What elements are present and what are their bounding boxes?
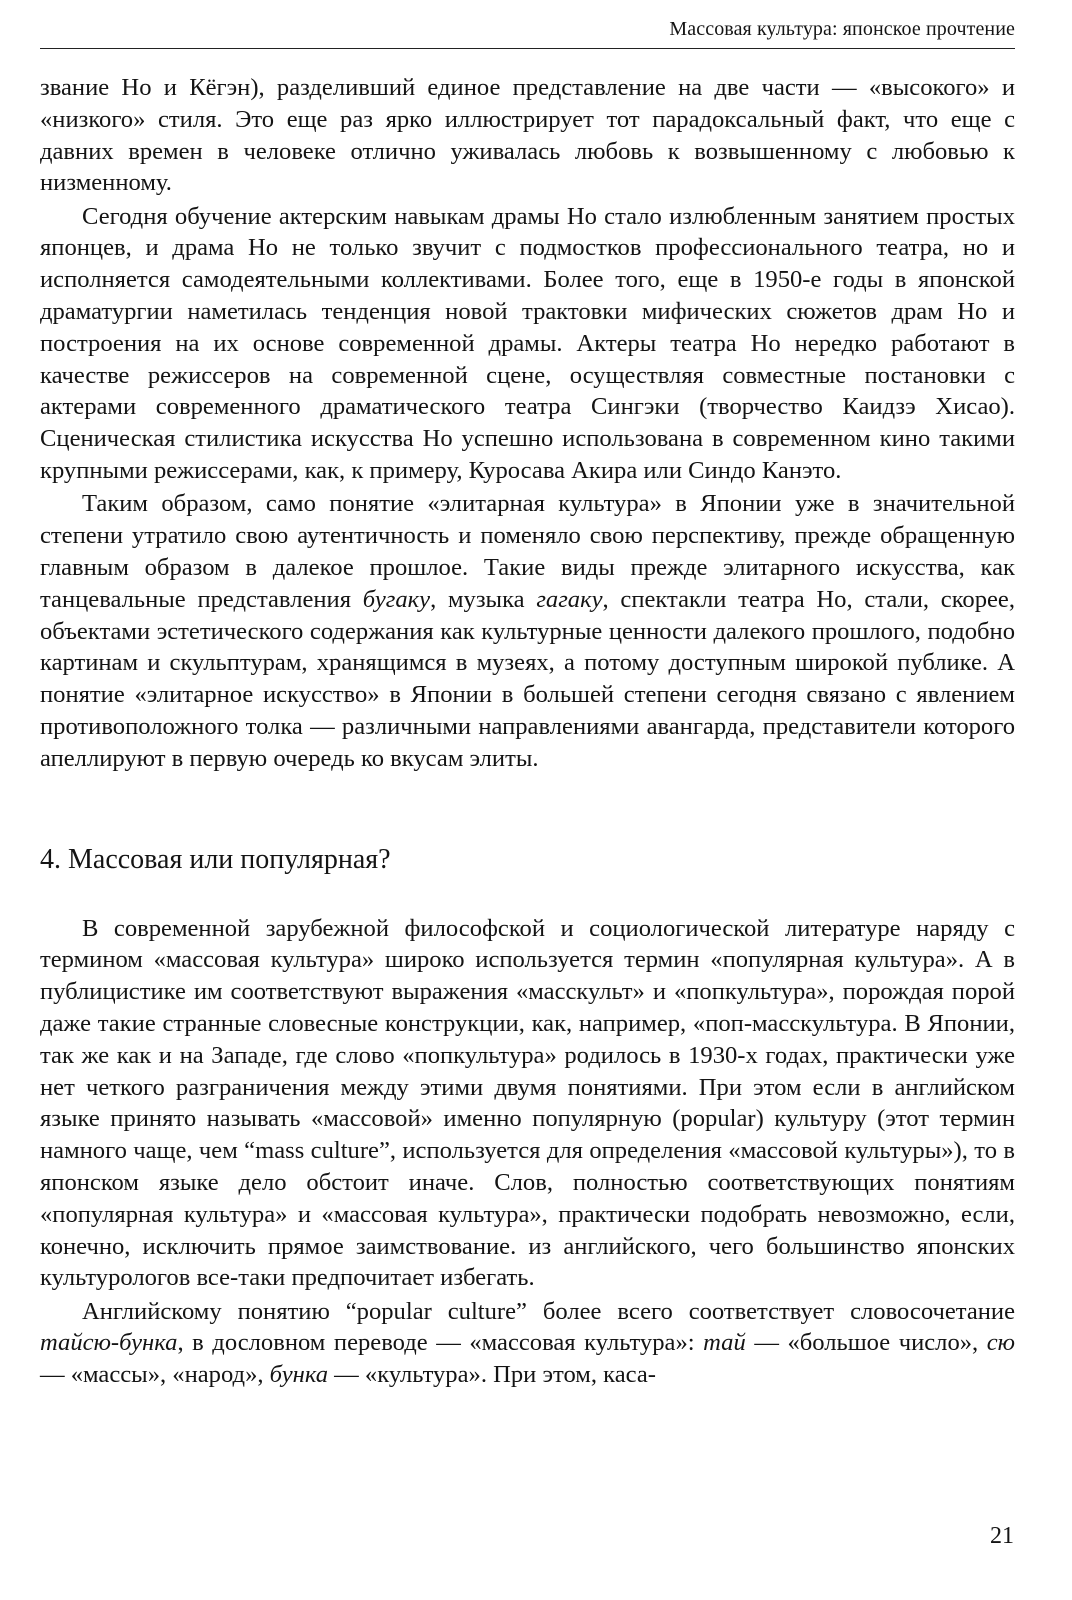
paragraph-text: — «массы», «народ», (40, 1361, 270, 1389)
running-header-title: Массовая культура: японское прочтение (669, 18, 1015, 40)
italic-term: тай (703, 1329, 746, 1357)
paragraph-text: , музыка (430, 585, 537, 613)
italic-term: тайсю-бунка (40, 1329, 178, 1357)
paragraph-text: Английскому понятию “popular culture” более всего соответствует словосочетание (82, 1297, 1015, 1325)
italic-term: гагаку (536, 585, 603, 613)
page-body (40, 72, 1015, 1391)
paragraph-text: — «культура». При этом, каса- (328, 1361, 656, 1389)
paragraph-continued: звание Но и Кёгэн), разделивший единое представление на две части — «высокого» и «низкого» стиля. Это еще раз ярко иллюстрирует тот парадоксальный факт, что еще с давних времен в человеке отлично уживалась любовь к возвышенному с любовью к низменному. (40, 74, 1015, 197)
paragraph-noh-drama-today: Сегодня обучение актерским навыкам драмы Но стало излюбленным занятием простых японцев, и драма Но не только звучит с подмостков профессионального театра, но и исполняется самодеятельными коллективами. Более того, еще в 1950-е годы в японской драматургии наметилась тенденция новой трактовки мифических сюжетов драм Но и построения на их основе современной драмы. Актеры театра Но нередко работают в качестве режиссеров на современной сцене, осуществляя совместные постановки с актерами современного драматического театра Сингэки (творчество Каидзэ Хисао). Сценическая стилистика искусства Но успешно использована в современном кино такими крупными режиссерами, как, к примеру, Куросава Акира или Синдо Канэто. (40, 202, 1015, 485)
page-number: 21 (990, 1523, 1014, 1549)
section-heading: 4. Массовая или популярная? (40, 843, 391, 875)
paragraph-elite-culture (40, 488, 1015, 774)
running-header (40, 12, 1015, 49)
paragraph-text: , спектакли театра Но, стали, скорее, объектами эстетического содержания как культурные ценности далекого прошлого, подобно картинам и скульптурам, хранящимся в музеях, а потому доступным широкой публике. А понятие «элитарное искусство» в Японии в большей степени сегодня связано с явлением противоположного толка — различными направлениями авангарда, представители которого апеллируют в первую очередь ко вкусам элиты. (40, 585, 1015, 772)
paragraph-text: , в дословном переводе — «массовая культура»: (177, 1329, 704, 1357)
paragraph-text: — «большое число», (745, 1329, 987, 1357)
paragraph-text: Таким образом, само понятие «элитарная культура» в Японии уже в значительной степени утратило свою аутентичность и поменяло свою перспективу, прежде обращенную главным образом в далекое прошлое. Такие виды прежде элитарного искусства, как танцевальные представления (40, 490, 1015, 613)
italic-term: сю (986, 1329, 1015, 1357)
italic-term: бунка (269, 1361, 329, 1389)
italic-term: бугаку (362, 585, 431, 613)
paragraph-taishu-bunka (40, 1296, 1015, 1391)
paragraph-mass-vs-popular: В современной зарубежной философской и социологической литературе наряду с термином «массовая культура» широко используется термин «популярная культура». А в публицистике им соответствуют выражения «масскульт» и «попкультура», порождая порой даже такие странные словесные конструкции, как, например, «поп-масскультура. В Японии, так же как и на Западе, где слово «попкультура» родилось в 1930-х годах, практически уже нет четкого разграничения между этими двумя понятиями. При этом если в английском языке принято называть «массовой» именно популярную (popular) культуру (этот термин намного чаще, чем “mass culture”, используется для определения «массовой культуры»), то в японском языке дело обстоит иначе. Слов, полностью соответствующих понятиям «популярная культура» и «массовая культура», практически подобрать невозможно, если, конечно, исключить прямое заимствование. из английского, чего большинство японских культурологов все-таки предпочитает избегать. (40, 914, 1015, 1292)
